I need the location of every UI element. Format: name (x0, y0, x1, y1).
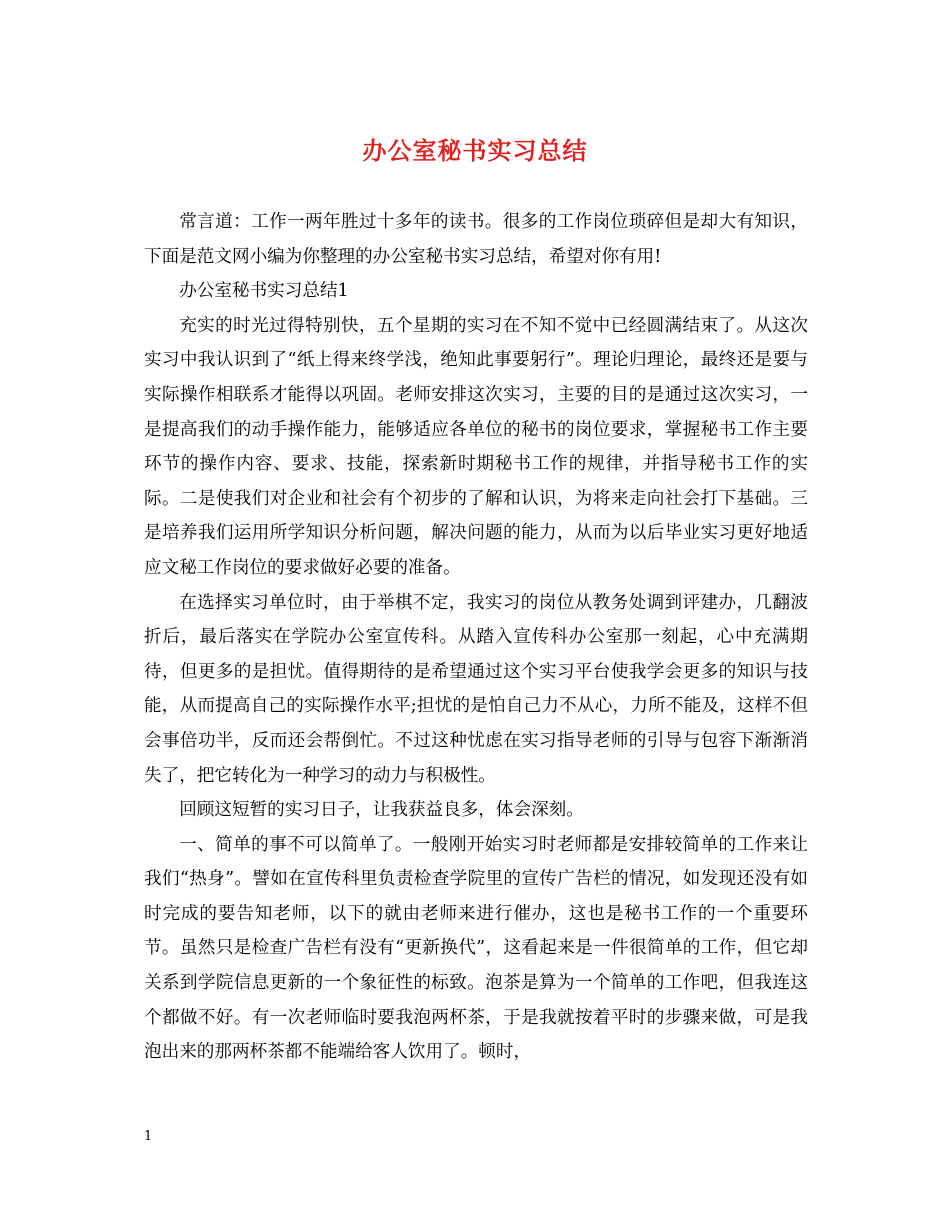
document-body (144, 205, 808, 1070)
paragraph-2: 在选择实习单位时，由于举棋不定，我实习的岗位从教务处调到评建办，几翻波折后，最后落实在学院办公室宣传科。从踏入宣传科办公室那一刻起，心中充满期待，但更多的是担忧。值得期待的是希望通过这个实习平台使我学会更多的知识与技能，从而提高自己的实际操作水平;担忧的是怕自己力不从心，力所不能及，这样不但会事倍功半，反而还会帮倒忙。不过这种忧虑在实习指导老师的引导与包容下渐渐消失了，把它转化为一种学习的动力与积极性。 (144, 592, 808, 786)
paragraph-1: 充实的时光过得特别快，五个星期的实习在不知不觉中已经圆满结束了。从这次实习中我认识到了“纸上得来终学浅，绝知此事要躬行”。理论归理论，最终还是要与实际操作相联系才能得以巩固。老师安排这次实习，主要的目的是通过这次实习，一是提高我们的动手操作能力，能够适应各单位的秘书的岗位要求，掌握秘书工作主要环节的操作内容、要求、技能，探索新时期秘书工作的规律，并指导秘书工作的实际。二是使我们对企业和社会有个初步的了解和认识，为将来走向社会打下基础。三是培养我们运用所学知识分析问题，解决问题的能力，从而为以后毕业实习更好地适应文秘工作岗位的要求做好必要的准备。 (144, 315, 808, 578)
paragraph-intro: 常言道：工作一两年胜过十多年的读书。很多的工作岗位琐碎但是却大有知识，下面是范文网小编为你整理的办公室秘书实习总结，希望对你有用! (144, 212, 808, 267)
section-heading-1: 办公室秘书实习总结1 (179, 281, 349, 302)
paragraph-4: 一、简单的事不可以简单了。一般刚开始实习时老师都是安排较简单的工作来让我们“热身”。譬如在宣传科里负责检查学院里的宣传广告栏的情况，如发现还没有如时完成的要告知老师，以下的就由老师来进行催办，这也是秘书工作的一个重要环节。虽然只是检查广告栏有没有“更新换代”，这看起来是一件很简单的工作，但它却关系到学院信息更新的一个象征性的标致。泡茶是算为一个简单的工作吧，但我连这个都做不好。有一次老师临时要我泡两杯茶，于是我就按着平时的步骤来做，可是我泡出来的那两杯茶都不能端给客人饮用了。顿时， (144, 834, 808, 1063)
paragraph-3: 回顾这短暂的实习日子，让我获益良多，体会深刻。 (179, 800, 584, 821)
page-number: 1 (144, 1129, 153, 1144)
document-title: 办公室秘书实习总结 (362, 136, 588, 165)
